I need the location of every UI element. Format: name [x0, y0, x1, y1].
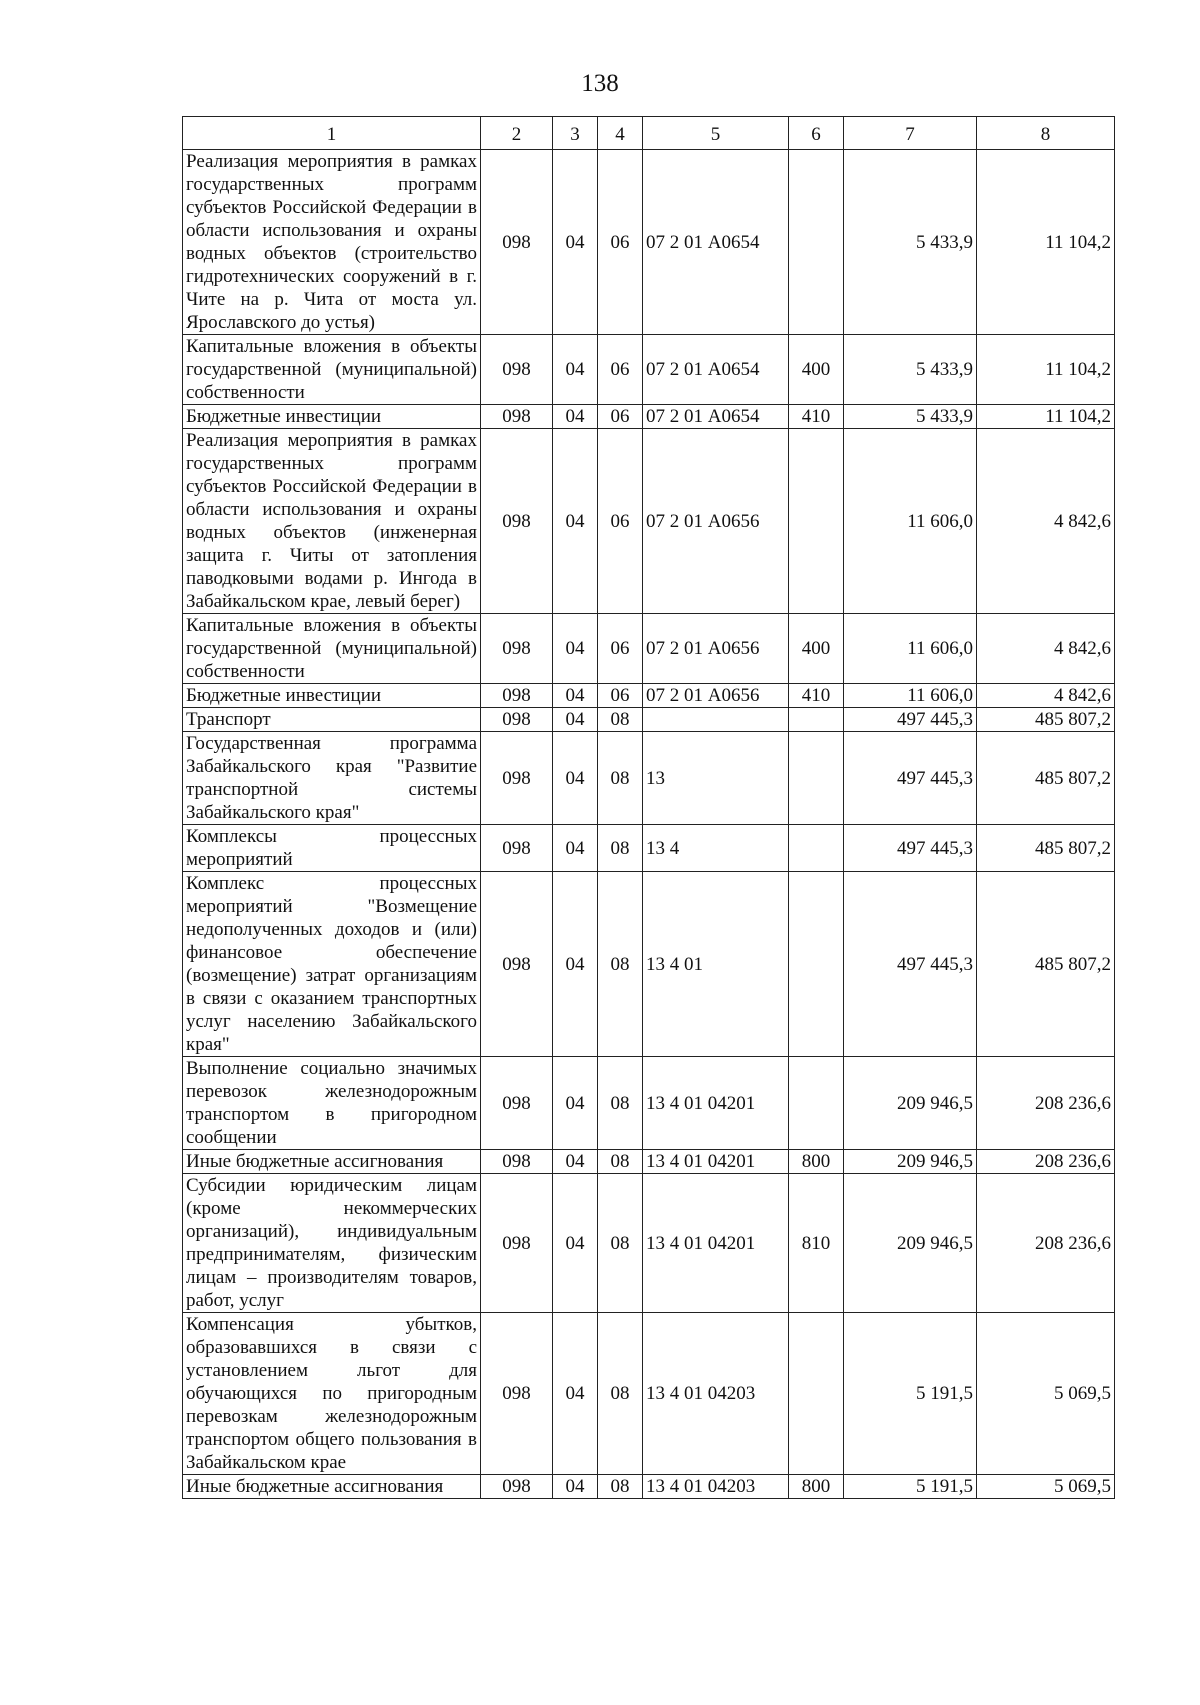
cell-section-code: 04 [553, 825, 598, 872]
cell-subsection-code: 06 [598, 405, 643, 429]
cell-ministry-code: 098 [481, 405, 553, 429]
cell-expense-type [789, 872, 844, 1057]
table-row [183, 150, 1115, 335]
cell-amount-year-2: 485 807,2 [977, 732, 1115, 825]
cell-target-article: 13 4 01 04201 [643, 1057, 789, 1150]
cell-ministry-code: 098 [481, 1057, 553, 1150]
header-col-7: 7 [844, 117, 977, 150]
cell-target-article: 13 4 01 04201 [643, 1150, 789, 1174]
page-number: 138 [581, 70, 619, 97]
cell-name: Иные бюджетные ассигнования [183, 1475, 481, 1499]
cell-amount-year-1: 5 191,5 [844, 1313, 977, 1475]
cell-section-code: 04 [553, 405, 598, 429]
cell-target-article: 13 4 01 04203 [643, 1313, 789, 1475]
cell-name: Реализация мероприятия в рамках государственных программ субъектов Российской Федерации в области использования и охраны водных объектов (инженерная защита г. Читы от затопления паводковыми водами р. Ингода в Забайкальском крае, левый берег) [183, 429, 481, 614]
header-col-2: 2 [481, 117, 553, 150]
cell-expense-type [789, 732, 844, 825]
cell-amount-year-1: 497 445,3 [844, 872, 977, 1057]
cell-subsection-code: 06 [598, 335, 643, 405]
cell-expense-type [789, 150, 844, 335]
cell-amount-year-2: 485 807,2 [977, 872, 1115, 1057]
cell-ministry-code: 098 [481, 150, 553, 335]
cell-amount-year-2: 485 807,2 [977, 708, 1115, 732]
table-row [183, 708, 1115, 732]
cell-name: Комплексы процессных мероприятий [183, 825, 481, 872]
cell-section-code: 04 [553, 732, 598, 825]
cell-subsection-code: 08 [598, 1174, 643, 1313]
cell-expense-type [789, 825, 844, 872]
cell-target-article [643, 708, 789, 732]
cell-ministry-code: 098 [481, 1475, 553, 1499]
table-row [183, 429, 1115, 614]
cell-ministry-code: 098 [481, 614, 553, 684]
header-col-5: 5 [643, 117, 789, 150]
cell-amount-year-1: 5 433,9 [844, 150, 977, 335]
cell-ministry-code: 098 [481, 872, 553, 1057]
cell-expense-type [789, 429, 844, 614]
table-row [183, 825, 1115, 872]
cell-section-code: 04 [553, 684, 598, 708]
cell-amount-year-2: 4 842,6 [977, 684, 1115, 708]
cell-subsection-code: 08 [598, 1313, 643, 1475]
cell-amount-year-1: 497 445,3 [844, 825, 977, 872]
cell-target-article: 13 [643, 732, 789, 825]
cell-target-article: 07 2 01 А0656 [643, 614, 789, 684]
cell-ministry-code: 098 [481, 1150, 553, 1174]
cell-expense-type: 400 [789, 335, 844, 405]
cell-section-code: 04 [553, 708, 598, 732]
table-row [183, 732, 1115, 825]
cell-target-article: 07 2 01 А0654 [643, 150, 789, 335]
table-row [183, 872, 1115, 1057]
table-row [183, 335, 1115, 405]
cell-ministry-code: 098 [481, 684, 553, 708]
cell-subsection-code: 08 [598, 708, 643, 732]
cell-subsection-code: 06 [598, 684, 643, 708]
cell-ministry-code: 098 [481, 732, 553, 825]
table-row [183, 1150, 1115, 1174]
cell-section-code: 04 [553, 1313, 598, 1475]
cell-target-article: 13 4 01 04203 [643, 1475, 789, 1499]
cell-subsection-code: 08 [598, 825, 643, 872]
cell-amount-year-2: 208 236,6 [977, 1174, 1115, 1313]
cell-subsection-code: 08 [598, 732, 643, 825]
table-row [183, 1057, 1115, 1150]
cell-section-code: 04 [553, 335, 598, 405]
cell-subsection-code: 08 [598, 1057, 643, 1150]
cell-section-code: 04 [553, 1475, 598, 1499]
cell-expense-type [789, 1313, 844, 1475]
cell-target-article: 13 4 01 04201 [643, 1174, 789, 1313]
cell-amount-year-2: 11 104,2 [977, 150, 1115, 335]
cell-amount-year-2: 5 069,5 [977, 1475, 1115, 1499]
cell-amount-year-1: 209 946,5 [844, 1057, 977, 1150]
cell-expense-type: 410 [789, 405, 844, 429]
cell-amount-year-1: 209 946,5 [844, 1174, 977, 1313]
cell-amount-year-1: 11 606,0 [844, 614, 977, 684]
cell-amount-year-2: 11 104,2 [977, 405, 1115, 429]
cell-amount-year-2: 208 236,6 [977, 1057, 1115, 1150]
cell-name: Иные бюджетные ассигнования [183, 1150, 481, 1174]
cell-amount-year-2: 5 069,5 [977, 1313, 1115, 1475]
cell-amount-year-2: 11 104,2 [977, 335, 1115, 405]
cell-amount-year-1: 497 445,3 [844, 732, 977, 825]
table-row [183, 1174, 1115, 1313]
cell-subsection-code: 08 [598, 1150, 643, 1174]
header-col-3: 3 [553, 117, 598, 150]
header-col-6: 6 [789, 117, 844, 150]
budget-table [182, 116, 1115, 1499]
cell-ministry-code: 098 [481, 429, 553, 614]
cell-expense-type [789, 1057, 844, 1150]
cell-amount-year-1: 11 606,0 [844, 429, 977, 614]
table-row [183, 405, 1115, 429]
table-row [183, 614, 1115, 684]
cell-expense-type: 410 [789, 684, 844, 708]
cell-name: Капитальные вложения в объекты государственной (муниципальной) собственности [183, 614, 481, 684]
cell-section-code: 04 [553, 150, 598, 335]
cell-amount-year-2: 4 842,6 [977, 614, 1115, 684]
cell-name: Реализация мероприятия в рамках государственных программ субъектов Российской Федерации в области использования и охраны водных объектов (строительство гидротехнических сооружений в г. Чите на р. Чита от моста ул. Ярославского до устья) [183, 150, 481, 335]
cell-amount-year-2: 208 236,6 [977, 1150, 1115, 1174]
cell-ministry-code: 098 [481, 825, 553, 872]
header-col-8: 8 [977, 117, 1115, 150]
cell-name: Выполнение социально значимых перевозок железнодорожным транспортом в пригородном сообщении [183, 1057, 481, 1150]
cell-expense-type: 800 [789, 1475, 844, 1499]
table-body [183, 150, 1115, 1499]
cell-section-code: 04 [553, 1150, 598, 1174]
cell-amount-year-1: 5 433,9 [844, 335, 977, 405]
cell-amount-year-1: 5 433,9 [844, 405, 977, 429]
cell-ministry-code: 098 [481, 1313, 553, 1475]
header-col-1: 1 [183, 117, 481, 150]
cell-expense-type: 810 [789, 1174, 844, 1313]
cell-section-code: 04 [553, 872, 598, 1057]
cell-name: Комплекс процессных мероприятий "Возмещение недополученных доходов и (или) финансовое обеспечение (возмещение) затрат организациям в связи с оказанием транспортных услуг населению Забайкальского края" [183, 872, 481, 1057]
cell-target-article: 13 4 01 [643, 872, 789, 1057]
cell-ministry-code: 098 [481, 708, 553, 732]
cell-amount-year-2: 485 807,2 [977, 825, 1115, 872]
cell-name: Бюджетные инвестиции [183, 684, 481, 708]
cell-target-article: 13 4 [643, 825, 789, 872]
cell-target-article: 07 2 01 А0654 [643, 335, 789, 405]
cell-subsection-code: 06 [598, 429, 643, 614]
cell-section-code: 04 [553, 1174, 598, 1313]
cell-amount-year-1: 5 191,5 [844, 1475, 977, 1499]
cell-amount-year-1: 209 946,5 [844, 1150, 977, 1174]
table-row [183, 1313, 1115, 1475]
table-row [183, 1475, 1115, 1499]
cell-name: Капитальные вложения в объекты государственной (муниципальной) собственности [183, 335, 481, 405]
cell-amount-year-1: 11 606,0 [844, 684, 977, 708]
table-header-row [183, 117, 1115, 150]
cell-name: Государственная программа Забайкальского края "Развитие транспортной системы Забайкальского края" [183, 732, 481, 825]
cell-target-article: 07 2 01 А0656 [643, 429, 789, 614]
table-row [183, 684, 1115, 708]
cell-expense-type: 400 [789, 614, 844, 684]
cell-name: Субсидии юридическим лицам (кроме некоммерческих организаций), индивидуальным предпринимателям, физическим лицам – производителям товаров, работ, услуг [183, 1174, 481, 1313]
cell-expense-type [789, 708, 844, 732]
cell-amount-year-1: 497 445,3 [844, 708, 977, 732]
cell-section-code: 04 [553, 614, 598, 684]
cell-subsection-code: 08 [598, 1475, 643, 1499]
header-col-4: 4 [598, 117, 643, 150]
cell-ministry-code: 098 [481, 1174, 553, 1313]
cell-target-article: 07 2 01 А0656 [643, 684, 789, 708]
cell-expense-type: 800 [789, 1150, 844, 1174]
cell-name: Транспорт [183, 708, 481, 732]
cell-name: Бюджетные инвестиции [183, 405, 481, 429]
cell-ministry-code: 098 [481, 335, 553, 405]
cell-amount-year-2: 4 842,6 [977, 429, 1115, 614]
cell-subsection-code: 06 [598, 614, 643, 684]
cell-name: Компенсация убытков, образовавшихся в связи с установлением льгот для обучающихся по пригородным перевозкам железнодорожным транспортом общего пользования в Забайкальском крае [183, 1313, 481, 1475]
cell-subsection-code: 08 [598, 872, 643, 1057]
cell-subsection-code: 06 [598, 150, 643, 335]
cell-section-code: 04 [553, 429, 598, 614]
cell-section-code: 04 [553, 1057, 598, 1150]
cell-target-article: 07 2 01 А0654 [643, 405, 789, 429]
